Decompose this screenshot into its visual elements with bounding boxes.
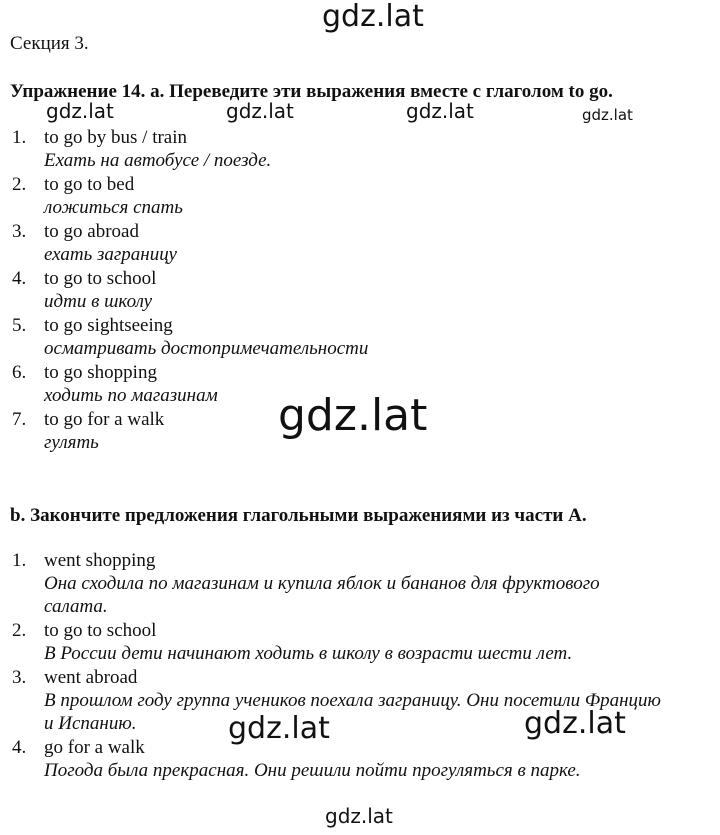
item-translation: Погода была прекрасная. Они решили пойти прогуляться в парке. (44, 760, 581, 781)
watermark-row-2: gdz.lat (226, 99, 294, 123)
item-english: to go sightseeing (44, 315, 173, 336)
item-russian: ложиться спать (44, 197, 183, 218)
item-english: to go abroad (44, 221, 139, 242)
watermark-row-4: gdz.lat (582, 106, 633, 124)
item-translation: В России дети начинают ходить в школу в возрасти шести лет. (44, 643, 573, 664)
item-number: 1. (12, 550, 27, 571)
item-number: 2. (12, 620, 27, 641)
watermark-row-3: gdz.lat (406, 99, 474, 123)
item-english: to go to bed (44, 174, 135, 195)
item-translation-cont: салата. (44, 596, 108, 617)
item-number: 7. (12, 409, 27, 430)
watermark-center: gdz.lat (278, 390, 428, 441)
item-number: 2. (12, 174, 27, 195)
item-russian: ехать заграницу (44, 244, 177, 265)
watermark-footer: gdz.lat (325, 804, 393, 828)
item-russian: идти в школу (44, 291, 153, 312)
item-answer: to go to school (44, 620, 157, 641)
item-english: to go to school (44, 268, 157, 289)
section-title: Секция 3. (10, 33, 89, 54)
item-russian: ходить по магазинам (44, 385, 218, 406)
item-english: to go for a walk (44, 409, 165, 430)
watermark-bottom-left: gdz.lat (228, 711, 330, 746)
watermark-top: gdz.lat (322, 0, 424, 34)
item-number: 4. (12, 737, 27, 758)
item-translation: Она сходила по магазинам и купила яблок и бананов для фруктового (44, 573, 600, 594)
item-english: to go by bus / train (44, 127, 188, 148)
item-translation: В прошлом году группа учеников поехала заграницу. Они посетили Францию (44, 690, 661, 711)
item-answer: went shopping (44, 550, 156, 571)
item-translation-cont: и Испанию. (44, 713, 137, 734)
item-number: 3. (12, 221, 27, 242)
item-answer: went abroad (44, 667, 138, 688)
item-number: 6. (12, 362, 27, 383)
watermark-row-1: gdz.lat (46, 99, 114, 123)
watermark-bottom-right: gdz.lat (524, 706, 626, 741)
item-russian: гулять (44, 432, 99, 453)
item-number: 1. (12, 127, 27, 148)
item-russian: осматривать достопримечательности (44, 338, 369, 359)
item-number: 3. (12, 667, 27, 688)
item-number: 5. (12, 315, 27, 336)
item-answer: go for a walk (44, 737, 145, 758)
item-russian: Ехать на автобусе / поезде. (44, 150, 272, 171)
item-number: 4. (12, 268, 27, 289)
exercise-b-heading: b. Закончите предложения глагольными выражениями из части А. (10, 505, 587, 526)
item-english: to go shopping (44, 362, 157, 383)
exercise-a-heading: Упражнение 14. а. Переведите эти выражения вместе с глаголом to go. (10, 81, 613, 102)
